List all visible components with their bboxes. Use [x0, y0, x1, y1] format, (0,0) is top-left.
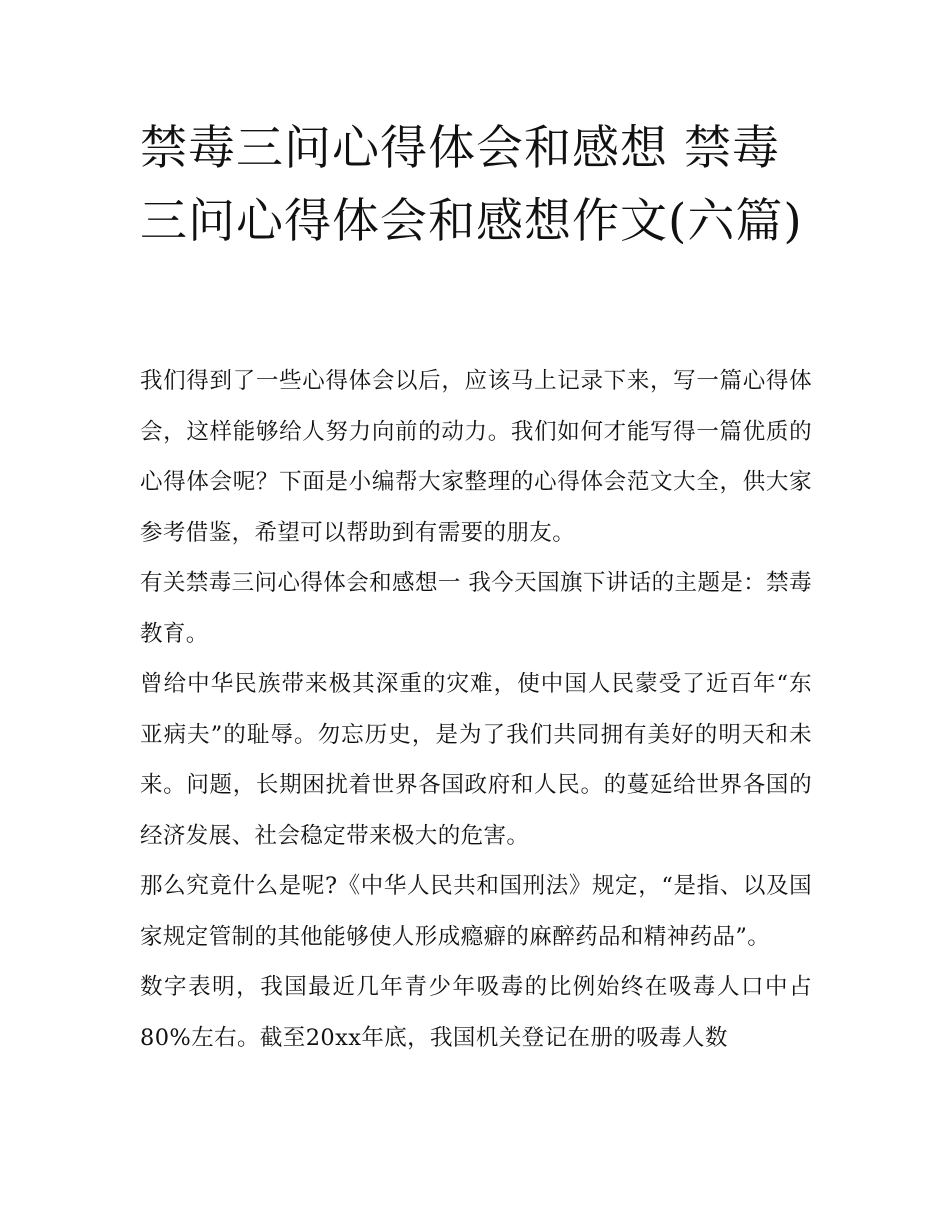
paragraph-intro: 我们得到了一些心得体会以后，应该马上记录下来，写一篇心得体会，这样能够给人努力向前的动力。我们如何才能写得一篇优质的心得体会呢？下面是小编帮大家整理的心得体会范文大全，供大家参考借鉴，希望可以帮助到有需要的朋友。	[140, 368, 812, 546]
paragraph-speech-topic: 有关禁毒三问心得体会和感想一 我今天国旗下讲话的主题是：禁毒教育。	[140, 570, 812, 647]
paragraph-definition: 那么究竟什么是呢?《中华人民共和国刑法》规定，“是指、以及国家规定管制的其他能够使人形成瘾癖的麻醉药品和精神药品”。	[140, 873, 812, 950]
document-body	[140, 356, 812, 1063]
paragraph-history: 曾给中华民族带来极其深重的灾难，使中国人民蒙受了近百年“东亚病夫”的耻辱。勿忘历史，是为了我们共同拥有美好的明天和未来。问题，长期困扰着世界各国政府和人民。的蔓延给世界各国的经济发展、社会稳定带来极大的危害。	[140, 671, 812, 849]
document-title: 禁毒三问心得体会和感想 禁毒三问心得体会和感想作文(六篇)	[140, 121, 803, 249]
paragraph-statistics: 数字表明，我国最近几年青少年吸毒的比例始终在吸毒人口中占80%左右。截至20xx年底，我国机关登记在册的吸毒人数	[140, 974, 812, 1051]
